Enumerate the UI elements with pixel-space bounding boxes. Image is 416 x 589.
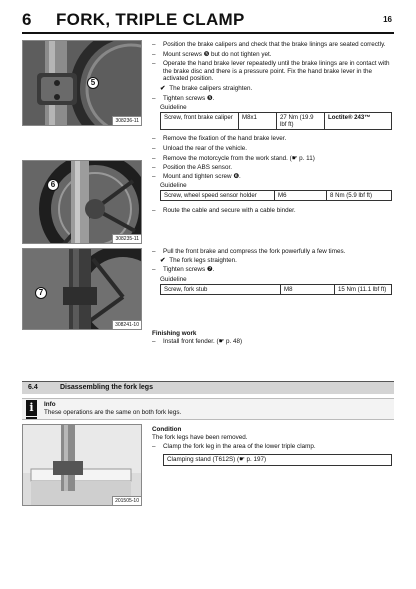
callout-7: 7: [35, 287, 47, 299]
table-cell-part: Screw, wheel speed sensor holder: [161, 191, 275, 201]
section-number: 6.4: [28, 384, 38, 391]
brake-caliper-photo: [23, 41, 142, 126]
figure-clamping-stand: [22, 424, 142, 506]
torque-table-wheel-sensor: [160, 190, 392, 201]
figure-fork-stub: [22, 248, 142, 330]
step-text: Operate the hand brake lever repeatedly until the brake linings are in contact with the brake disc and there is a pressure point. Fix the hand brake lever in the activated position.: [163, 60, 390, 83]
check-text: The fork legs straighten.: [169, 257, 237, 264]
clamping-stand-photo: [23, 425, 142, 506]
dash: –: [152, 207, 156, 214]
torque-table-fork-stub: [160, 284, 392, 295]
section-title: Disassembling the fork legs: [60, 384, 153, 391]
chapter-title: FORK, TRIPLE CLAMP: [56, 10, 245, 29]
dash: –: [152, 443, 156, 450]
clamping-stand-box: Clamping stand (T612S) (☛ p. 197): [163, 454, 392, 466]
table-cell-torque: 15 Nm (11.1 lbf ft): [335, 285, 392, 295]
checkmark-icon: ✔: [160, 85, 166, 92]
info-icon-underline: [26, 417, 37, 419]
step-text: Mount screws ❺ but do not tighten yet.: [163, 51, 272, 58]
figure-code: 201505-10: [112, 496, 141, 505]
page-number: 16: [383, 15, 392, 24]
step-text: Unload the rear of the vehicle.: [163, 145, 248, 152]
dash: –: [152, 135, 156, 142]
dash: –: [152, 155, 156, 162]
step-text: Install front fender. (☛ p. 48): [163, 338, 243, 345]
step-text: Clamp the fork leg in the area of the lower triple clamp.: [163, 443, 316, 450]
table-cell-torque: 27 Nm (19.9 lbf ft): [277, 113, 325, 130]
finishing-heading: Finishing work: [152, 330, 197, 337]
step-text: Pull the front brake and compress the fork powerfully a few times.: [163, 248, 346, 255]
dash: –: [152, 248, 156, 255]
info-icon: i: [26, 400, 37, 416]
dash: –: [152, 95, 156, 102]
check-result: [160, 257, 237, 265]
table-cell-note: Loctite® 243™: [325, 113, 392, 130]
check-text: The brake calipers straighten.: [169, 85, 253, 92]
figure-code: 308236-11: [112, 116, 141, 125]
condition-text: The fork legs have been removed.: [152, 434, 248, 441]
dash: –: [152, 60, 156, 67]
figure-code: 308235-11: [112, 234, 141, 243]
figure-code: 308241-10: [112, 320, 141, 329]
dash: –: [152, 266, 156, 273]
torque-table-brake-caliper: [160, 112, 392, 130]
callout-6: 6: [47, 179, 59, 191]
table-cell-thread: M6: [275, 191, 327, 201]
header-rule: [22, 32, 394, 34]
figure-wheel-sensor: [22, 160, 142, 244]
step-text: Tighten screws ❼.: [163, 266, 215, 273]
table-cell-part: Screw, fork stub: [161, 285, 281, 295]
table-cell-torque: 8 Nm (5.9 lbf ft): [327, 191, 392, 201]
guideline-label: Guideline: [160, 276, 187, 283]
step-text: Tighten screws ❺.: [163, 95, 215, 102]
step-text: Remove the motorcycle from the work stand. (☛ p. 11): [163, 155, 315, 162]
wheel-sensor-photo: [23, 161, 142, 244]
info-text: These operations are the same on both fork legs.: [44, 409, 182, 416]
dash: –: [152, 164, 156, 171]
guideline-label: Guideline: [160, 182, 187, 189]
table-cell-part: Screw, front brake caliper: [161, 113, 239, 130]
checkmark-icon: ✔: [160, 257, 166, 264]
figure-brake-caliper: [22, 40, 142, 126]
condition-heading: Condition: [152, 426, 182, 433]
callout-5: 5: [87, 77, 99, 89]
table-cell-thread: M8x1: [239, 113, 277, 130]
table-cell-thread: M8: [281, 285, 335, 295]
dash: –: [152, 41, 156, 48]
step-text: Mount and tighten screw ❻.: [163, 173, 241, 180]
step-text: Position the ABS sensor.: [163, 164, 232, 171]
step-text: Remove the fixation of the hand brake lever.: [163, 135, 287, 142]
guideline-label: Guideline: [160, 104, 187, 111]
info-heading: Info: [44, 401, 56, 408]
dash: –: [152, 51, 156, 58]
step-text: Route the cable and secure with a cable binder.: [163, 207, 296, 214]
step-text: Position the brake calipers and check that the brake linings are seated correctly.: [163, 41, 386, 48]
dash: –: [152, 145, 156, 152]
dash: –: [152, 338, 156, 345]
chapter-number: 6: [22, 10, 32, 29]
dash: –: [152, 173, 156, 180]
check-result: [160, 85, 252, 93]
